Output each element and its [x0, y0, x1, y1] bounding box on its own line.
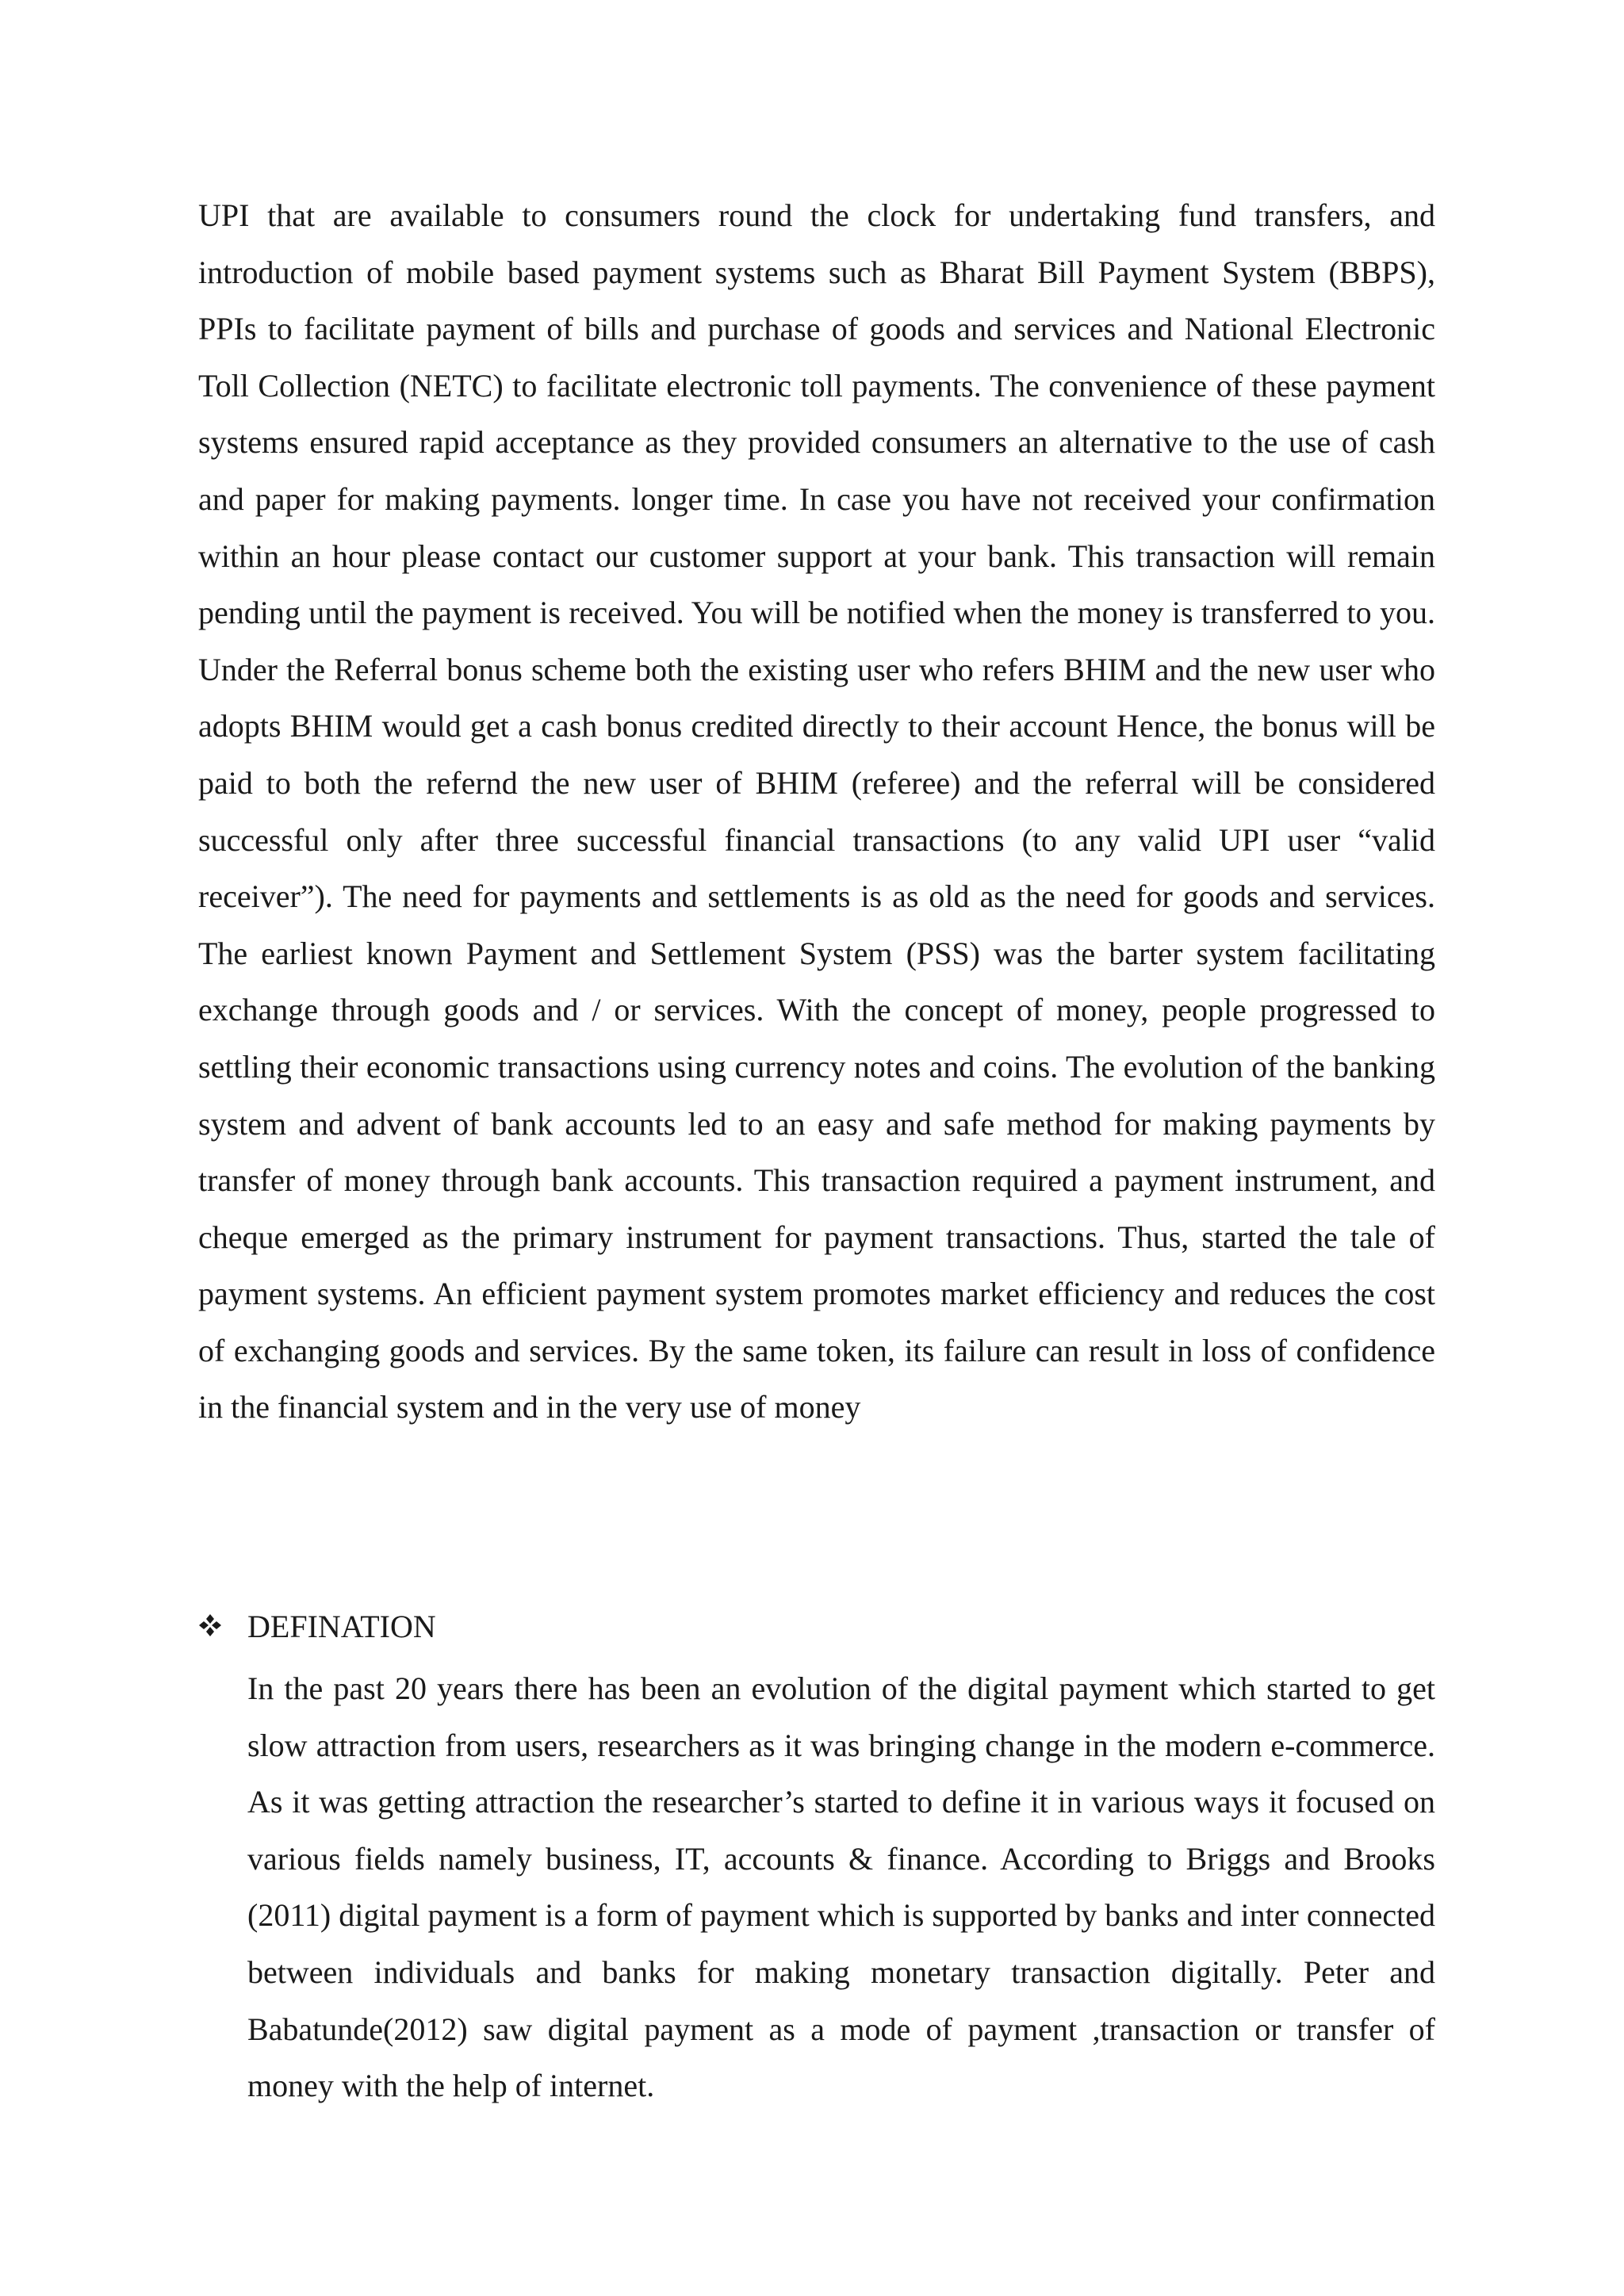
definition-paragraph: In the past 20 years there has been an evolution of the digital payment which started to get slow attraction from users, researchers as it was bringing change in the modern e-commerce. As it was getting attraction the researcher’s started to define it in various ways it focused on various fields namely business, IT, accounts & finance. According to Briggs and Brooks (2011) digital payment is a form of payment which is supported by banks and inter connected between individuals and banks for making monetary transaction digitally. Peter and Babatunde(2012) saw digital payment as a mode of payment ,transaction or transfer of money with the help of internet. [247, 1670, 1435, 2104]
section-heading-text: DEFINATION [247, 1609, 436, 1644]
body-paragraph: UPI that are available to consumers round the clock for undertaking fund transfers, and introduction of mobile based payment systems such as Bharat Bill Payment System (BBPS), PPIs to facilitate payment of bills and purchase of goods and services and National Electronic Toll Collection (NETC) to facilitate electronic toll payments. The convenience of these payment systems ensured rapid acceptance as they provided consumers an alternative to the use of cash and paper for making payments. longer time. In case you have not received your confirmation within an hour please contact our customer support at your bank. This transaction will remain pending until the payment is received. You will be notified when the money is transferred to you. Under the Referral bonus scheme both the existing user who refers BHIM and the new user who adopts BHIM would get a cash bonus credited directly to their account Hence, the bonus will be paid to both the refernd the new user of BHIM (referee) and the referral will be considered successful only after three successful financial transactions (to any valid UPI user “valid receiver”). The need for payments and settlements is as old as the need for goods and services. The earliest known Payment and Settlement System (PSS) was the barter system facilitating exchange through goods and / or services. With the concept of money, people progressed to settling their economic transactions using currency notes and coins. The evolution of the banking system and advent of bank accounts led to an easy and safe method for making payments by transfer of money through bank accounts. This transaction required a payment instrument, and cheque emerged as the primary instrument for payment transactions. Thus, started the tale of payment systems. An efficient payment system promotes market efficiency and reduces the cost of exchanging goods and services. By the same token, its failure can result in loss of confidence in the financial system and in the very use of money [198, 197, 1435, 1425]
four-diamond-bullet-icon [198, 1613, 222, 1637]
section-heading-row [198, 1598, 1435, 1655]
